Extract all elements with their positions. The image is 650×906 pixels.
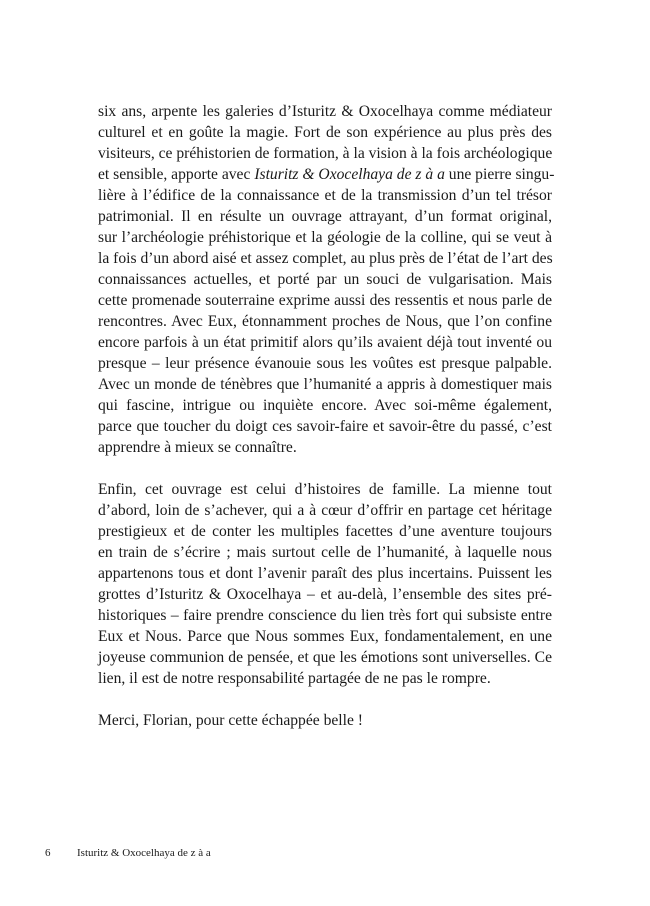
text-line: joyeuse communion de pensée, et que les émotions sont universelles. Ce (98, 649, 552, 666)
paragraph-gap (98, 458, 552, 479)
text-line: cette promenade souterraine exprime aussi des ressentis et nous parle de (98, 292, 552, 309)
text-line: lière à l’édifice de la connaissance et de la transmission d’un tel trésor (98, 187, 552, 204)
page-number: 6 (45, 847, 51, 859)
text-line: Eux et Nous. Parce que Nous sommes Eux, fondamentalement, en une (98, 628, 552, 645)
paragraph (98, 710, 552, 731)
text-line: d’abord, loin de s’achever, qui a à cœur d’offrir en partage cet héritage (98, 502, 552, 519)
text-line: Avec un monde de ténèbres que l’humanité a appris à domestiquer mais (98, 376, 552, 393)
text-line: la fois d’un abord aisé et assez complet, au plus près de l’état de l’art des (98, 250, 553, 267)
text-line: lien, il est de notre responsabilité partagée de ne pas le rompre. (98, 670, 491, 687)
text-line (98, 164, 555, 185)
text-line: apprendre à mieux se connaître. (98, 439, 297, 456)
text-line: prestigieux et de conter les multiples facettes d’une aventure toujours (98, 523, 552, 540)
text-line: en train de s’écrire ; mais surtout celle de l’humanité, à laquelle nous (98, 544, 552, 561)
text-line: rencontres. Avec Eux, étonnamment proches de Nous, que l’on confine (98, 313, 552, 330)
text-line: appartenons tous et dont l’avenir paraît des plus incertains. Puissent les (98, 565, 552, 582)
book-title-italic: Isturitz & Oxocelhaya de z à a (254, 166, 445, 183)
text-line: encore parfois à un état primitif alors qu’ils avaient déjà tout inventé ou (98, 334, 552, 351)
text-line: sur l’archéologie préhistorique et la géologie de la colline, qui se veut à (98, 229, 552, 246)
text-line: six ans, arpente les galeries d’Isturitz & Oxocelhaya comme médiateur (98, 103, 552, 120)
paragraph (98, 101, 555, 458)
text-line: visiteurs, ce préhistorien de formation, à la vision à la fois archéologique (98, 145, 553, 162)
text-line: connaissances actuelles, et porté par un souci de vulgarisation. Mais (98, 271, 552, 288)
text-segment: une pierre singu- (444, 166, 555, 183)
running-title: Isturitz & Oxocelhaya de z à a (77, 847, 211, 859)
text-line: grottes d’Isturitz & Oxocelhaya – et au-delà, l’ensemble des sites pré- (98, 586, 552, 603)
text-line: Enfin, cet ouvrage est celui d’histoires de famille. La mienne tout (98, 481, 552, 498)
page-footer (45, 846, 211, 860)
text-segment: et sensible, apporte avec (98, 166, 255, 183)
text-line: patrimonial. Il en résulte un ouvrage attrayant, d’un format original, (98, 208, 552, 225)
text-line: Merci, Florian, pour cette échappée belle ! (98, 712, 363, 729)
paragraph (98, 479, 552, 689)
text-line: parce que toucher du doigt ces savoir-faire et savoir-être du passé, c’est (98, 418, 552, 435)
text-line: qui fascine, intrigue ou inquiète encore. Avec soi-même également, (98, 397, 552, 414)
text-line: historiques – faire prendre conscience du lien très fort qui subsiste entre (98, 607, 552, 624)
text-line: presque – leur présence évanouie sous les voûtes est presque palpable. (98, 355, 552, 372)
paragraph-gap (98, 689, 552, 710)
body-text (98, 101, 555, 731)
text-line: culturel et en goûte la magie. Fort de son expérience au plus près des (98, 124, 552, 141)
